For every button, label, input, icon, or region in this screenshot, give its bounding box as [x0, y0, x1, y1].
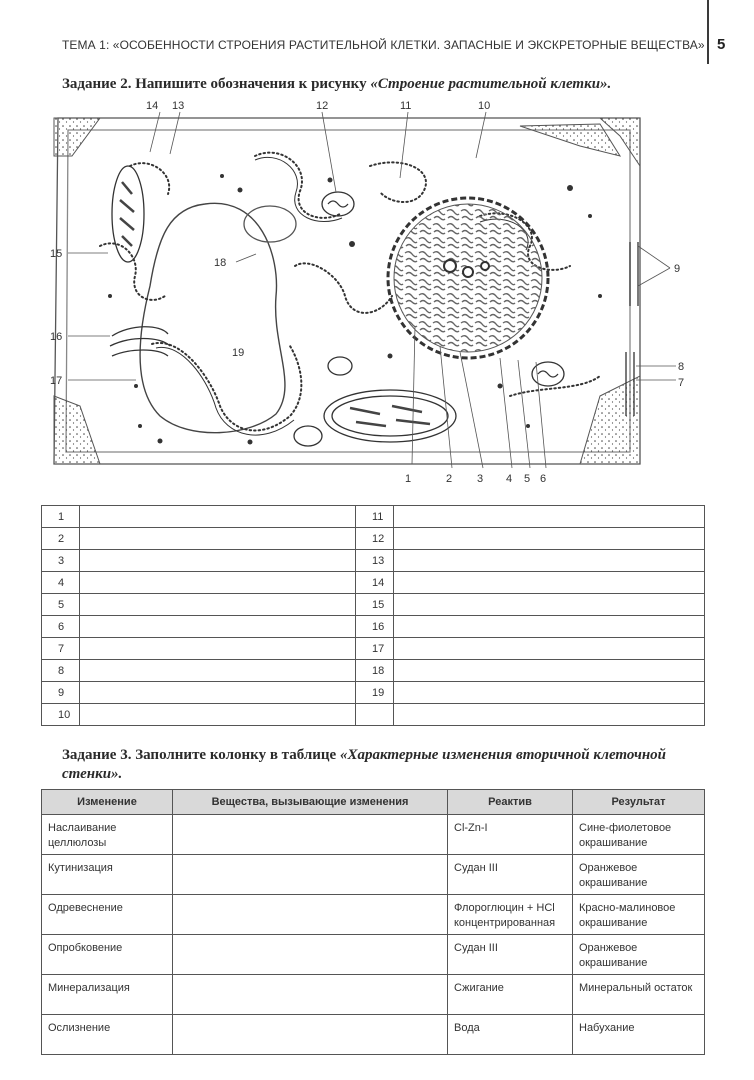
table-row	[42, 975, 705, 1015]
table-row	[42, 855, 705, 895]
substances-cell[interactable]	[173, 895, 448, 935]
header-title: ТЕМА 1: «ОСОБЕННОСТИ СТРОЕНИЯ РАСТИТЕЛЬНОЙ КЛЕТКИ. ЗАПАСНЫЕ И ЭКСКРЕТОРНЫЕ ВЕЩЕСТВА»	[62, 38, 705, 52]
callout-6: 6	[540, 473, 547, 485]
plant-cell-diagram	[40, 96, 700, 488]
change-cell: Наслаивание целлюлозы	[42, 815, 173, 855]
callout-1: 1	[405, 473, 412, 485]
answer-cell[interactable]	[394, 682, 705, 704]
label-number: 3	[42, 550, 80, 572]
answer-cell[interactable]	[80, 704, 356, 726]
callout-13: 13	[172, 100, 185, 112]
change-cell: Ослизнение	[42, 1015, 173, 1055]
label-number: 4	[42, 572, 80, 594]
task3-text: Заполните колонку в таблице	[135, 747, 337, 763]
answer-cell[interactable]	[80, 506, 356, 528]
task3-heading	[62, 746, 712, 784]
golgi-apparatus	[110, 242, 638, 416]
callout-3: 3	[477, 473, 484, 485]
cell-wall	[54, 118, 640, 464]
answer-cell[interactable]	[394, 704, 705, 726]
reagent-cell: Судан III	[448, 935, 573, 975]
task2-label: Задание 2.	[62, 76, 132, 92]
table-row	[42, 682, 705, 704]
column-header: Результат	[573, 790, 705, 815]
callout-12: 12	[316, 100, 329, 112]
callout-18: 18	[214, 257, 227, 269]
callout-16: 16	[50, 331, 63, 343]
label-number: 2	[42, 528, 80, 550]
answer-cell[interactable]	[394, 616, 705, 638]
table-row	[42, 550, 705, 572]
answer-cell[interactable]	[80, 528, 356, 550]
label-number: 9	[42, 682, 80, 704]
result-cell: Оранжевое окрашивание	[573, 935, 705, 975]
label-number: 16	[356, 616, 394, 638]
table-row	[42, 1015, 705, 1055]
callout-14: 14	[146, 100, 159, 112]
result-cell: Минеральный остаток	[573, 975, 705, 1015]
label-number: 7	[42, 638, 80, 660]
table-row	[42, 704, 705, 726]
table-row	[42, 815, 705, 855]
answer-cell[interactable]	[80, 550, 356, 572]
label-number: 15	[356, 594, 394, 616]
substances-cell[interactable]	[173, 855, 448, 895]
reagent-cell: Вода	[448, 1015, 573, 1055]
label-number: 14	[356, 572, 394, 594]
answer-cell[interactable]	[394, 550, 705, 572]
nucleolus	[444, 260, 456, 272]
task3-label: Задание 3.	[62, 747, 132, 763]
label-number	[356, 704, 394, 726]
page-header	[0, 36, 754, 58]
answer-cell[interactable]	[394, 572, 705, 594]
table-row	[42, 506, 705, 528]
change-cell: Минерализация	[42, 975, 173, 1015]
table-row	[42, 935, 705, 975]
label-number: 6	[42, 616, 80, 638]
table-row	[42, 660, 705, 682]
callout-19: 19	[232, 347, 245, 359]
answer-cell[interactable]	[394, 528, 705, 550]
label-number: 17	[356, 638, 394, 660]
reagent-cell: Сжигание	[448, 975, 573, 1015]
result-cell: Сине-фиолетовое окрашивание	[573, 815, 705, 855]
label-number: 11	[356, 506, 394, 528]
reagent-cell: Флороглюцин + HCl концентрированная	[448, 895, 573, 935]
table-row	[42, 528, 705, 550]
column-header: Вещества, вызывающие изменения	[173, 790, 448, 815]
answer-cell[interactable]	[394, 660, 705, 682]
label-number: 10	[42, 704, 80, 726]
change-cell: Одревеснение	[42, 895, 173, 935]
answer-cell[interactable]	[80, 616, 356, 638]
answer-cell[interactable]	[80, 682, 356, 704]
result-cell: Оранжевое окрашивание	[573, 855, 705, 895]
callout-7: 7	[678, 377, 685, 389]
table-row	[42, 616, 705, 638]
table-row	[42, 572, 705, 594]
result-cell: Красно-малиновое окрашивание	[573, 895, 705, 935]
task2-text: Напишите обозначения к рисунку	[135, 76, 367, 92]
callout-15: 15	[50, 248, 63, 260]
change-cell: Опробковение	[42, 935, 173, 975]
column-header: Изменение	[42, 790, 173, 815]
answer-cell[interactable]	[394, 506, 705, 528]
table-row	[42, 895, 705, 935]
table-row	[42, 638, 705, 660]
answer-cell[interactable]	[80, 660, 356, 682]
change-cell: Кутинизация	[42, 855, 173, 895]
answer-cell[interactable]	[394, 594, 705, 616]
column-header: Реактив	[448, 790, 573, 815]
substances-cell[interactable]	[173, 935, 448, 975]
callout-10: 10	[478, 100, 491, 112]
label-number: 13	[356, 550, 394, 572]
callout-5: 5	[524, 473, 531, 485]
callout-4: 4	[506, 473, 513, 485]
intercellular-spaces	[54, 118, 640, 464]
task2-heading	[62, 76, 611, 93]
substances-cell[interactable]	[173, 975, 448, 1015]
callout-17: 17	[50, 375, 63, 387]
page-number: 5	[717, 36, 726, 53]
result-cell: Набухание	[573, 1015, 705, 1055]
task2-figure-name: «Строение растительной клетки».	[370, 76, 612, 92]
answer-cell[interactable]	[80, 594, 356, 616]
substances-cell[interactable]	[173, 1015, 448, 1055]
label-number: 18	[356, 660, 394, 682]
label-number: 5	[42, 594, 80, 616]
answer-cell[interactable]	[394, 638, 705, 660]
callout-9: 9	[674, 263, 681, 275]
callout-8: 8	[678, 361, 685, 373]
reagent-cell: Cl-Zn-I	[448, 815, 573, 855]
substances-cell[interactable]	[173, 815, 448, 855]
label-number: 8	[42, 660, 80, 682]
label-number: 12	[356, 528, 394, 550]
answer-cell[interactable]	[80, 638, 356, 660]
callout-2: 2	[446, 473, 453, 485]
callout-11: 11	[400, 100, 412, 112]
answer-cell[interactable]	[80, 572, 356, 594]
label-number: 1	[42, 506, 80, 528]
reagent-cell: Судан III	[448, 855, 573, 895]
label-number: 19	[356, 682, 394, 704]
table-row	[42, 594, 705, 616]
diagram-label-table	[41, 505, 705, 726]
cell-wall-changes-table	[41, 789, 705, 1055]
task3-table-name: «Характерные изменения вторичной клеточной стенки».	[62, 747, 667, 782]
table-header-row	[42, 790, 705, 815]
